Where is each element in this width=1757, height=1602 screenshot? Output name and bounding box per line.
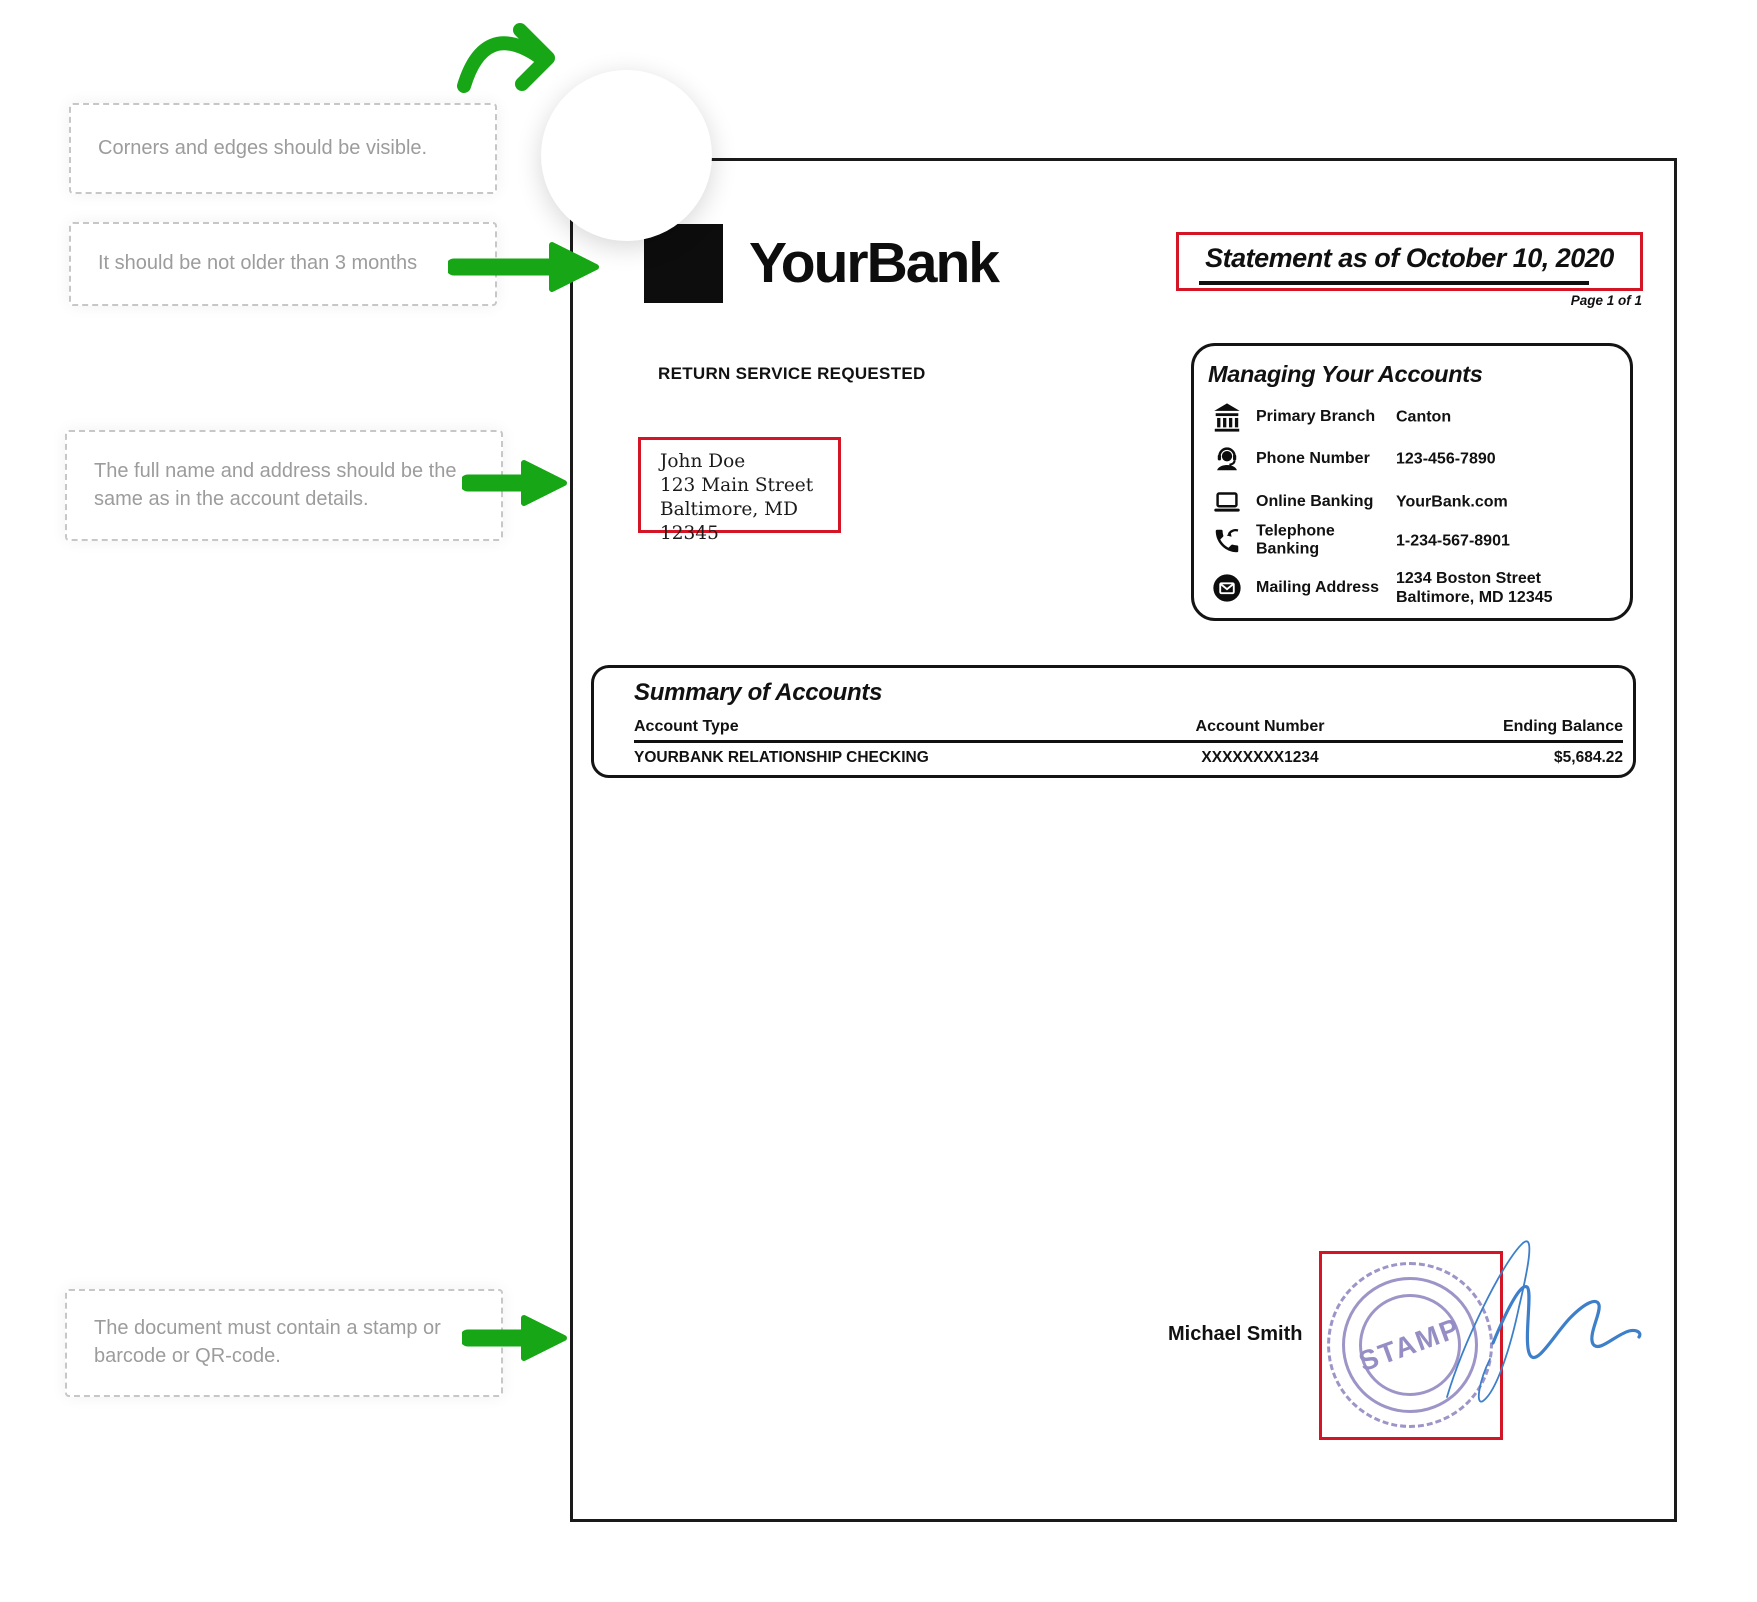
- support-agent-icon: [1209, 443, 1245, 475]
- col-account-type: Account Type: [634, 718, 739, 735]
- page-indicator: Page 1 of 1: [1570, 293, 1642, 308]
- return-service-label: RETURN SERVICE REQUESTED: [658, 364, 926, 383]
- recipient-city: Baltimore, MD 12345: [660, 499, 798, 544]
- managing-row-value: 1234 Boston Street Baltimore, MD 12345: [1396, 569, 1553, 606]
- cell-account-type: YOURBANK RELATIONSHIP CHECKING: [634, 749, 929, 766]
- managing-row-value: 123-456-7890: [1396, 450, 1496, 468]
- telephone-icon: [1209, 526, 1245, 556]
- bank-icon: [1209, 401, 1245, 433]
- bank-name: YourBank: [749, 231, 998, 295]
- recipient-name: John Doe: [660, 451, 746, 472]
- statement-title-underline: [1199, 281, 1589, 285]
- note-corners: [69, 103, 497, 194]
- cell-ending-balance: $5,684.22: [1554, 749, 1623, 766]
- statement-title: Statement as of October 10, 2020: [1205, 243, 1614, 273]
- note-recency: [69, 222, 497, 306]
- arrow-right-stamp-icon: [462, 1310, 570, 1366]
- managing-row-label: Telephone Banking: [1256, 522, 1335, 558]
- arrow-right-date-icon: [448, 237, 603, 297]
- managing-row-value: YourBank.com: [1396, 493, 1508, 511]
- managing-row-telephone-banking: [1194, 518, 1630, 564]
- managing-row-value: Canton: [1396, 408, 1452, 426]
- managing-row-primary-branch: [1194, 398, 1630, 436]
- managing-row-label: Mailing Address: [1256, 578, 1379, 596]
- summary-table: [634, 718, 1623, 767]
- note-corners-text: Corners and edges should be visible.: [98, 136, 428, 159]
- cell-account-number: XXXXXXXX1234: [1201, 749, 1319, 766]
- managing-row-value: 1-234-567-8901: [1396, 532, 1510, 550]
- note-recency-text: It should be not older than 3 months: [98, 252, 418, 275]
- managing-row-label: Online Banking: [1256, 492, 1374, 510]
- summary-table-header: [634, 718, 1623, 743]
- note-stamp-text: The document must contain a stamp or barcode or QR-code.: [94, 1317, 441, 1367]
- arrow-right-address-icon: [462, 455, 570, 511]
- summary-of-accounts-panel: [591, 665, 1636, 778]
- managing-row-label: Primary Branch: [1256, 407, 1376, 425]
- managing-row-mailing-address: [1194, 564, 1630, 612]
- mail-icon: [1209, 572, 1245, 604]
- managing-accounts-title: Managing Your Accounts: [1208, 361, 1483, 387]
- summary-title: Summary of Accounts: [634, 679, 883, 706]
- note-stamp: [65, 1289, 503, 1397]
- col-account-number: Account Number: [1195, 718, 1325, 735]
- signature-scribble: [1433, 1221, 1663, 1431]
- signer-name: Michael Smith: [1168, 1323, 1303, 1345]
- statement-date-highlight-box: [1176, 232, 1643, 291]
- recipient-street: 123 Main Street: [660, 475, 814, 496]
- stamp-label: STAMP: [1354, 1311, 1465, 1378]
- curved-arrow-icon: [440, 14, 570, 106]
- managing-row-label: Phone Number: [1256, 449, 1370, 467]
- bank-statement-document: [570, 158, 1677, 1522]
- col-ending-balance: Ending Balance: [1502, 718, 1623, 735]
- recipient-address-highlight-box: [638, 437, 841, 544]
- note-name-address-text: The full name and address should be the same as in the account details.: [94, 459, 457, 510]
- managing-row-online-banking: [1194, 483, 1630, 521]
- note-name-address: [65, 430, 503, 541]
- bank-logo-square: [644, 224, 723, 303]
- managing-accounts-panel: [1191, 343, 1633, 621]
- managing-row-phone-number: [1194, 440, 1630, 478]
- summary-table-row: [634, 743, 1623, 767]
- laptop-icon: [1209, 486, 1245, 518]
